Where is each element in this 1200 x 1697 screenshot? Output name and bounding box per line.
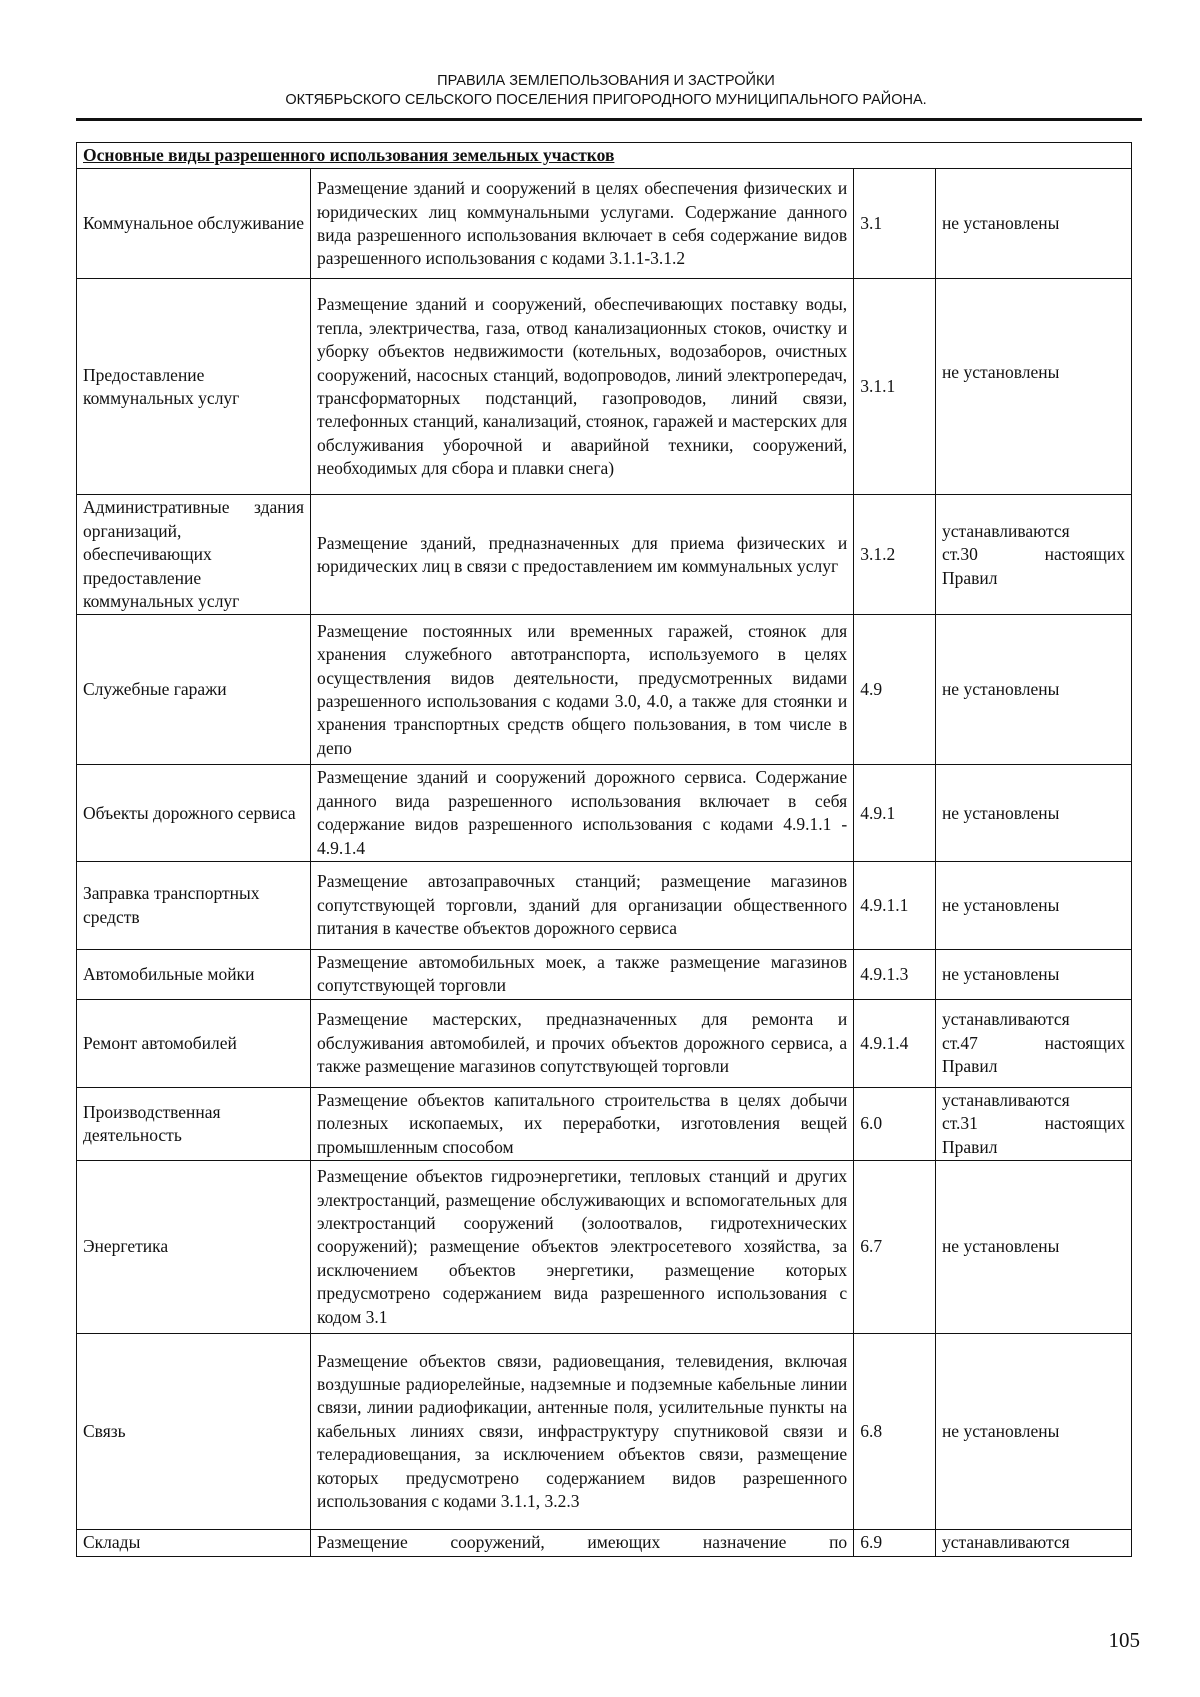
row-code: 4.9.1 [854, 765, 936, 862]
row-name: Служебные гаражи [77, 615, 311, 765]
row-description: Размещение зданий и сооружений в целях обеспечения физических и юридических лиц коммунальными услугами. Содержание данного вида разрешенного использования включает в себя содержание видов разрешенного использования с кодами 3.1.1-3.1.2 [311, 169, 854, 279]
param-line: ст.31 настоящих [941, 1113, 1125, 1134]
row-parameters: не установлены [935, 765, 1131, 862]
table-row [77, 279, 1132, 495]
row-description: Размещение зданий и сооружений дорожного сервиса. Содержание данного вида разрешенного использования включает в себя содержание видов разрешенного использования с кодами 4.9.1.1 - 4.9.1.4 [311, 765, 854, 862]
table-row [77, 950, 1132, 1000]
row-code: 6.0 [854, 1087, 936, 1160]
param-line: Правил [941, 567, 998, 588]
table-row [77, 615, 1132, 765]
table-row [77, 1161, 1132, 1334]
row-name: Связь [77, 1334, 311, 1530]
table-row [77, 1087, 1132, 1160]
table-title: Основные виды разрешенного использования земельных участков [77, 143, 1132, 169]
param-line: ст.30 настоящих [941, 544, 1125, 565]
row-description: Размещение зданий и сооружений, обеспечивающих поставку воды, тепла, электричества, газа, отвод канализационных стоков, очистку и уборку объектов недвижимости (котельных, водозаборов, очистных сооружений, насосных станций, водопроводов, линий электропередач, трансформаторных подстанций, газопроводов, линий связи, телефонных станций, канализаций, стоянок, гаражей и мастерских для обслуживания уборочной и аварийной техники, сооружений, необходимых для сбора и плавки снега) [311, 279, 854, 495]
row-name: Производственная деятельность [77, 1087, 311, 1160]
row-name: Автомобильные мойки [77, 950, 311, 1000]
row-code: 4.9 [854, 615, 936, 765]
row-parameters: устанавливаются [935, 1530, 1131, 1556]
row-description: Размещение объектов связи, радиовещания, телевидения, включая воздушные радиорелейные, надземные и подземные кабельные линии связи, линии радиофикации, антенные поля, усилительные пункты на кабельных линиях связи, инфраструктуру спутниковой связи и телерадиовещания, за исключением объектов связи, размещение которых предусмотрено содержанием видов разрешенного использования с кодами 3.1.1, 3.2.3 [311, 1334, 854, 1530]
row-description: Размещение объектов гидроэнергетики, тепловых станций и других электростанций, размещение обслуживающих и вспомогательных для электростанций сооружений (золоотвалов, гидротехнических сооружений); размещение объектов электросетевого хозяйства, за исключением объектов энергетики, размещение которых предусмотрено содержанием вида разрешенного использования с кодом 3.1 [311, 1161, 854, 1334]
header-divider [76, 118, 1142, 121]
row-name: Коммунальное обслуживание [77, 169, 311, 279]
row-name: Объекты дорожного сервиса [77, 765, 311, 862]
row-code: 4.9.1.1 [854, 862, 936, 950]
row-parameters: не установлены [935, 1334, 1131, 1530]
table-row [77, 495, 1132, 615]
row-parameters [935, 999, 1131, 1087]
table-row [77, 1334, 1132, 1530]
row-code: 3.1.2 [854, 495, 936, 615]
row-code: 3.1.1 [854, 279, 936, 495]
row-description: Размещение автомобильных моек, а также размещение магазинов сопутствующей торговли [311, 950, 854, 1000]
header-line-2: ОКТЯБРЬСКОГО СЕЛЬСКОГО ПОСЕЛЕНИЯ ПРИГОРОДНОГО МУНИЦИПАЛЬНОГО РАЙОНА. [285, 92, 927, 108]
table-title-row [77, 143, 1132, 169]
table-row [77, 169, 1132, 279]
param-line: ст.47 настоящих [941, 1032, 1125, 1053]
table-row [77, 999, 1132, 1087]
row-description: Размещение автозаправочных станций; размещение магазинов сопутствующей торговли, зданий для организации общественного питания в качестве объектов дорожного сервиса [311, 862, 854, 950]
row-description: Размещение сооружений, имеющих назначение по [311, 1530, 854, 1556]
row-name: Административные здания организаций, обеспечивающих предоставление коммунальных услуг [77, 495, 311, 615]
row-code: 4.9.1.3 [854, 950, 936, 1000]
row-name: Предоставление коммунальных услуг [77, 279, 311, 495]
row-description: Размещение постоянных или временных гаражей, стоянок для хранения служебного автотранспорта, используемого в целях осуществления видов деятельности, предусмотренных видами разрешенного использования с кодами 3.0, 4.0, а также для стоянки и хранения транспортных средств общего пользования, в том числе в депо [311, 615, 854, 765]
table-row [77, 765, 1132, 862]
header-line-1: ПРАВИЛА ЗЕМЛЕПОЛЬЗОВАНИЯ И ЗАСТРОЙКИ [437, 73, 775, 89]
land-use-table [76, 142, 1132, 1557]
row-name: Склады [77, 1530, 311, 1556]
page-number: 105 [1108, 1628, 1140, 1652]
row-code: 6.7 [854, 1161, 936, 1334]
row-parameters: не установлены [935, 950, 1131, 1000]
row-code: 6.9 [854, 1530, 936, 1556]
row-parameters: не установлены [935, 169, 1131, 279]
param-line: устанавливаются [941, 1089, 1070, 1110]
row-name: Ремонт автомобилей [77, 999, 311, 1087]
row-description: Размещение объектов капитального строительства в целях добычи полезных ископаемых, их переработки, изготовления вещей промышленным способом [311, 1087, 854, 1160]
row-name: Заправка транспортных средств [77, 862, 311, 950]
row-code: 6.8 [854, 1334, 936, 1530]
row-description: Размещение зданий, предназначенных для приема физических и юридических лиц в связи с предоставлением им коммунальных услуг [311, 495, 854, 615]
row-parameters: не установлены [935, 862, 1131, 950]
param-line: Правил [941, 1056, 998, 1077]
table-row [77, 862, 1132, 950]
row-code: 4.9.1.4 [854, 999, 936, 1087]
param-line: устанавливаются [941, 520, 1070, 541]
row-parameters: не установлены [935, 279, 1131, 495]
row-parameters: не установлены [935, 615, 1131, 765]
row-parameters: не установлены [935, 1161, 1131, 1334]
table-row [77, 1530, 1132, 1556]
row-parameters [935, 1087, 1131, 1160]
row-description: Размещение мастерских, предназначенных для ремонта и обслуживания автомобилей, и прочих объектов дорожного сервиса, а также размещение магазинов сопутствующей торговли [311, 999, 854, 1087]
param-line: устанавливаются [941, 1009, 1070, 1030]
document-header [76, 72, 1136, 110]
row-parameters [935, 495, 1131, 615]
row-name: Энергетика [77, 1161, 311, 1334]
param-line: Правил [941, 1136, 998, 1157]
row-code: 3.1 [854, 169, 936, 279]
